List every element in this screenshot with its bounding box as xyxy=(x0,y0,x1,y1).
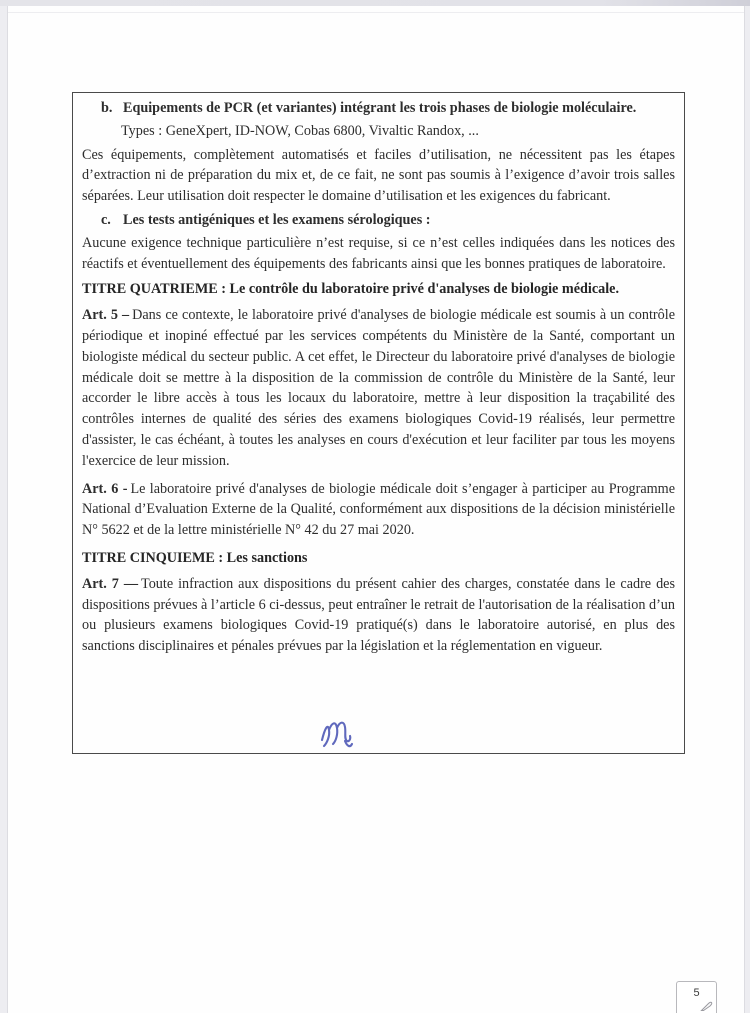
list-marker-b: b. xyxy=(101,100,113,116)
heading-titre-quatrieme: TITRE QUATRIEME : Le contrôle du laboratoire privé d'analyses de biologie médicale. xyxy=(82,281,620,298)
article-5-label: Art. 5 – xyxy=(82,307,130,324)
heading-titre-cinquieme: TITRE CINQUIEME : Les sanctions xyxy=(82,549,308,566)
scan-edge-left xyxy=(0,6,8,1013)
article-7-label: Art. 7 — xyxy=(82,575,139,592)
paragraph-tests-serologiques: Aucune exigence technique particulière n’est requise, si ce n’est celles indiquées dans les notices des réactifs et éventuellement des équipements des fabricants ainsi que les bonnes pratiques de laboratoire. xyxy=(82,234,675,272)
article-7 xyxy=(82,574,675,657)
page-top-edge-shadow xyxy=(8,12,744,13)
article-5-text: Dans ce contexte, le laboratoire privé d'analyses de biologie médicale est soumis à un contrôle périodique et inopiné effectué par les services compétents du Ministère de la Santé, comportant un biologiste médical du secteur public. A cet effet, le Directeur du laboratoire privé d'analyses de biologie médicale doit se mettre à la disposition de la commission de contrôle du Ministère de la Santé, leur accorder le libre accès à tous les locaux du laboratoire, mettre à leur disposition la traçabilité des contrôles internes de qualité des séries des examens biologiques Covid-19 réalisés, leur permettre d'assister, le cas échéant, à toutes les analyses en cours d'exécution et leur faciliter par tous les moyens l'exercice de leur mission. xyxy=(82,307,675,469)
page-number-badge xyxy=(676,981,717,1013)
article-7-text: Toute infraction aux dispositions du présent cahier des charges, constatée dans le cadre des dispositions prévues à l’article 6 ci-dessus, peut entraîner le retrait de l'autorisation de la réalisation d’un ou plusieurs examens biologiques Covid-19 pratiqué(s) dans le laboratoire autorisé, en plus des sanctions disciplinaires et pénales prévues par la législation et la réglementation en vigueur. xyxy=(82,575,675,655)
list-item-c xyxy=(82,210,675,231)
article-6 xyxy=(82,479,675,541)
types-line: Types : GeneXpert, ID-NOW, Cobas 6800, Vivaltic Randox, ... xyxy=(121,122,479,139)
paragraph-equipements: Ces équipements, complètement automatisés et faciles d’utilisation, ne nécessitent pas les étapes d’extraction ni de préparation du mix et, de ce fait, ne sont pas soumis à l’exigence d’avoir trois salles séparées. Leur utilisation doit respecter le domaine d’utilisation et les exigences du fabricant. xyxy=(82,146,675,205)
scan-edge-right xyxy=(744,6,750,1013)
article-5 xyxy=(82,305,675,471)
list-marker-c: c. xyxy=(101,211,111,228)
article-6-text: Le laboratoire privé d'analyses de biologie médicale doit s’engager à participer au Programme National d’Evaluation Externe de la Qualité, conformément aux dispositions de la décision ministérielle N° 5622 et de la lettre ministérielle N° 42 du 27 mai 2020. xyxy=(82,480,676,539)
article-6-label: Art. 6 - xyxy=(82,480,128,497)
list-item-b-title: Equipements de PCR (et variantes) intégrant les trois phases de biologie moléculaire. xyxy=(123,100,637,116)
page-number: 5 xyxy=(693,987,700,999)
document-content-box xyxy=(72,92,685,754)
page-fold-icon xyxy=(700,999,713,1012)
list-item-b xyxy=(82,98,675,119)
handwritten-signature-initials xyxy=(318,718,360,750)
list-item-c-title: Les tests antigéniques et les examens sérologiques : xyxy=(123,211,431,228)
scan-edge-top xyxy=(0,0,750,6)
